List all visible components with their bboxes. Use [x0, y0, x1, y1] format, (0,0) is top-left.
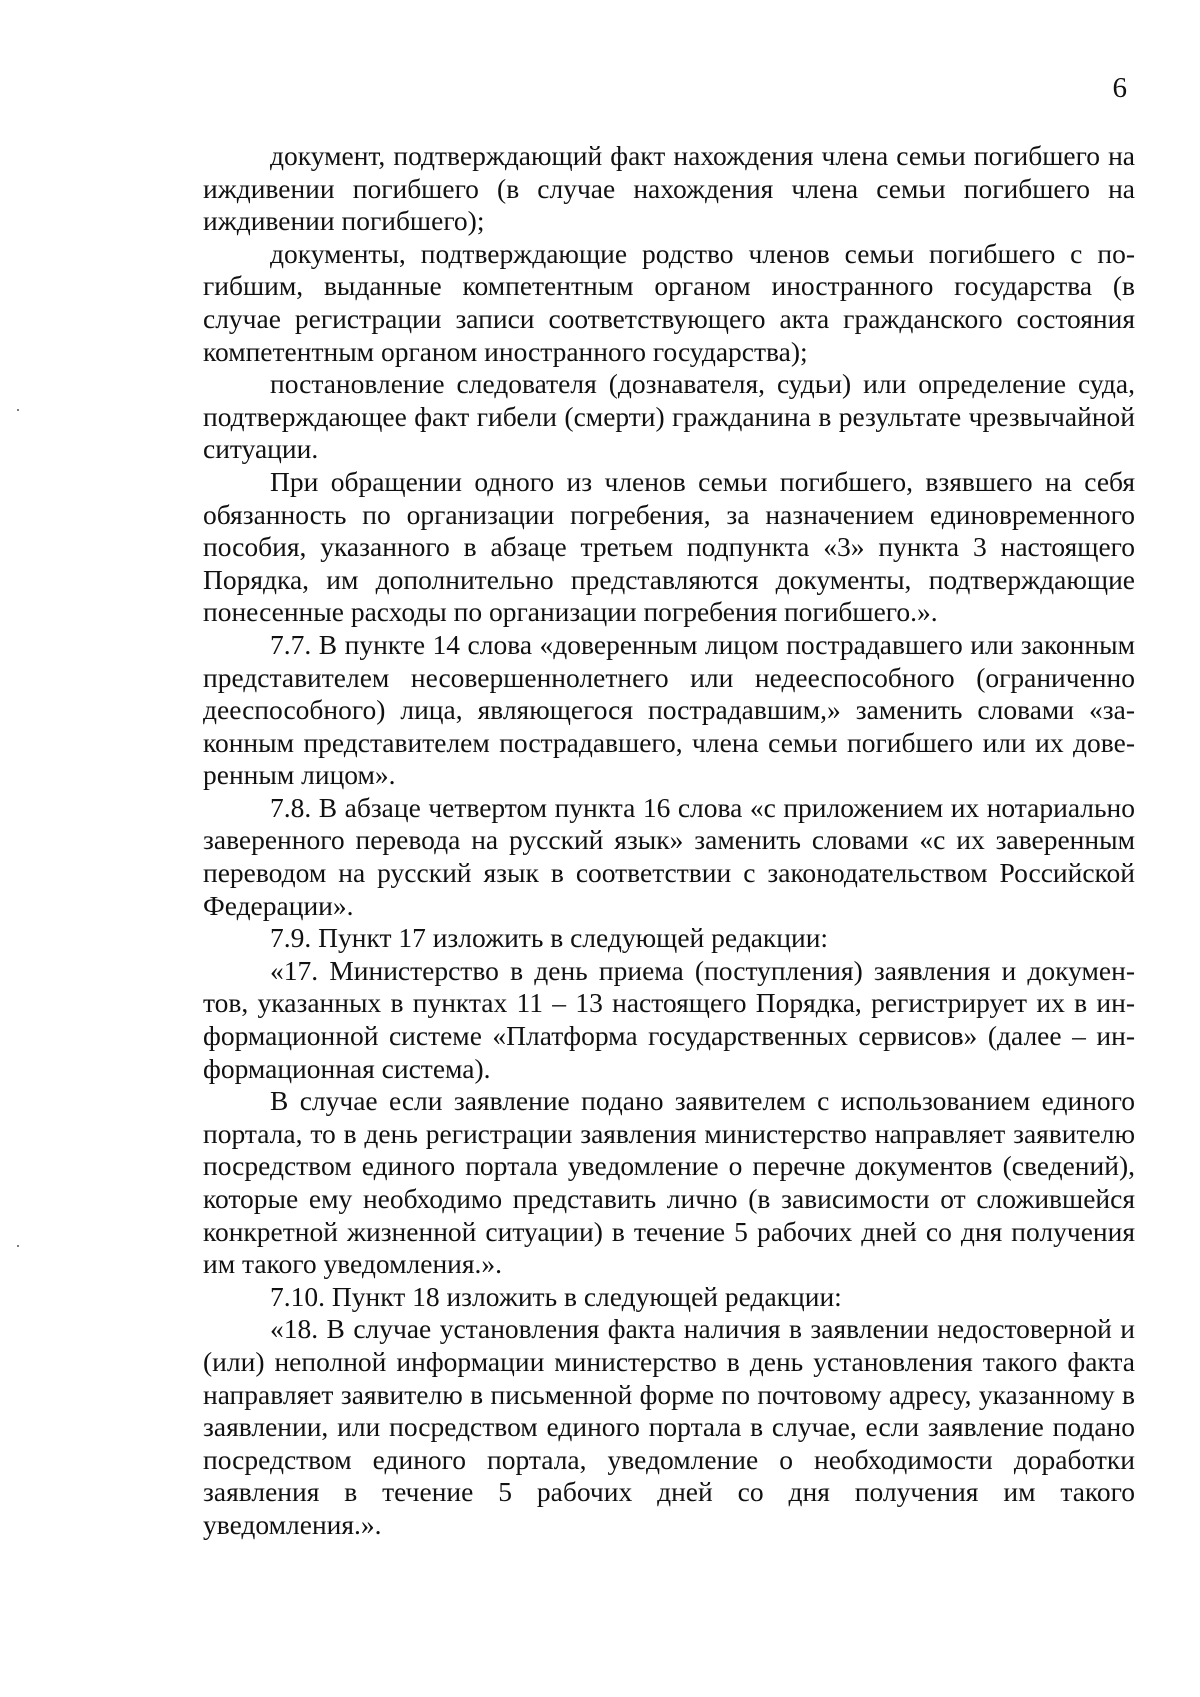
paragraph-kinship-documents: документы, подтверждающие родство членов семьи погибшего с погибшим, выданные компетентным органом иностранного государства (в случае регистрации записи соответствующего акта гражданского состояния компетентным органом иностранного государства); — [203, 237, 1135, 367]
paragraph-investigator-resolution: постановление следователя (дознавателя, судьи) или определение суда, подтверждающее факт гибели (смерти) гражданина в результате чрезвычайной ситуации. — [203, 368, 1135, 465]
page-number: 6 — [1112, 72, 1127, 104]
paragraph-amendment-7-9: 7.9. Пункт 17 изложить в следующей редакции: — [270, 922, 829, 954]
paragraph-burial-expenses: При обращении одного из членов семьи погибшего, взявшего на себя обязанность по организации погребения, за назначением единовременного пособия, указанного в абзаце третьем подпункта «3» пункта 3 настоящего Порядка, им дополнительно представляются документы, подтверждающие понесенные расходы по организации погребения погибшего.». — [203, 465, 1135, 628]
paragraph-dependency-document: документ, подтверждающий факт нахождения члена семьи погибшего на иждивении погибшего (в случае нахождения члена семьи погибшего на иждивении погибшего); — [203, 140, 1135, 237]
paragraph-item-17: «17. Министерство в день приема (поступления) заявления и документов, указанных в пунктах 11 – 13 настоящего Порядка, регистрирует их в информационной системе «Платформа государственных сервисов» (далее – информационная система). — [203, 954, 1135, 1084]
paragraph-amendment-7-10: 7.10. Пункт 18 изложить в следующей редакции: — [270, 1280, 842, 1312]
scan-speck — [17, 409, 19, 411]
paragraph-amendment-7-7: 7.7. В пункте 14 слова «доверенным лицом пострадавшего или законным представителем несовершеннолетнего или недееспособного (ограниченно дееспособного) лица, являющегося пострадавшим,» заменить словами «законным представителем пострадавшего, члена семьи погибшего или их доверенным лицом». — [203, 628, 1135, 791]
paragraph-portal-notice: В случае если заявление подано заявителем с использованием единого портала, то в день регистрации заявления министерство направляет заявителю посредством единого портала уведомление о перечне документов (сведений), которые ему необходимо представить лично (в зависимости от сложившейся конкретной жизненной ситуации) в течение 5 рабочих дней со дня получения им такого уведомления.». — [203, 1085, 1135, 1280]
paragraph-item-18: «18. В случае установления факта наличия в заявлении недостоверной и (или) неполной информации министерство в день установления такого факта направляет заявителю в письменной форме по почтовому адресу, указанному в заявлении, или посредством единого портала в случае, если заявление подано посредством единого портала, уведомление о необходимости доработки заявления в течение 5 рабочих дней со дня получения им такого уведомления.». — [203, 1313, 1135, 1540]
paragraph-amendment-7-8: 7.8. В абзаце четвертом пункта 16 слова «с приложением их нотариально заверенного перевода на русский язык» заменить словами «с их заверенным переводом на русский язык в соответствии с законодательством Российской Федерации». — [203, 791, 1135, 921]
scan-speck — [17, 1245, 19, 1247]
document-body — [203, 140, 1135, 1542]
